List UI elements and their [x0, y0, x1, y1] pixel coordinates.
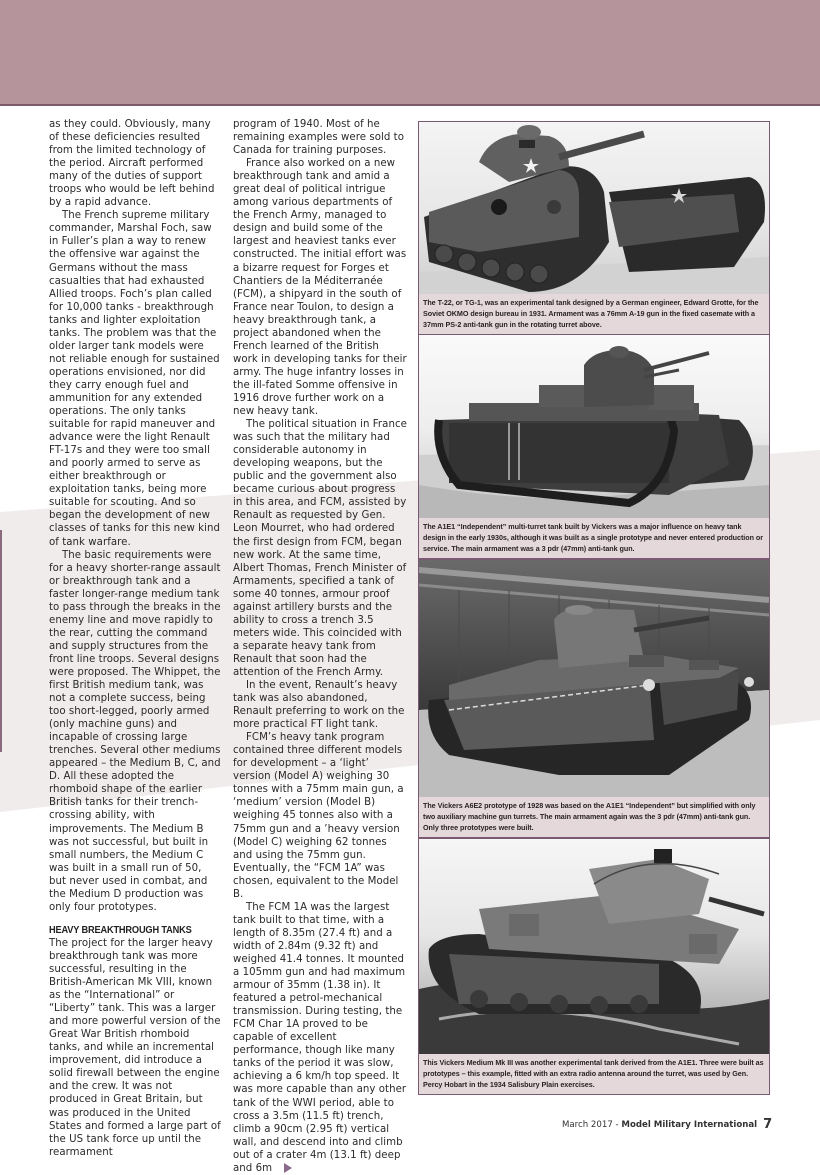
figure-a6e2 [418, 559, 770, 838]
section-heading: HEAVY BREAKTHROUGH TANKS [49, 923, 192, 936]
paragraph: as they could. Obviously, many of these deficiencies resulted from the limited technology of the period. Aircraft performed many of the duties of support troops who would be left behind by a rapid advance. [49, 119, 215, 209]
triangle-right-icon [284, 1163, 292, 1173]
paragraph: The political situation in France was such that the military had considerable autonomy in developing weapons, but the public and the government also became curious about progress in this area, and FCM, assisted by Renault as requested by Gen. Leon Mourret, who had ordered the first design from FCM, began new work. At the same time, Albert Thomas, French Minister of Armaments, specified a tank of some 40 tonnes, armour proof against artillery bursts and the ability to cross a trench 3.5 meters wide. This coincided with a separate heavy tank from Renault that soon had the attention of the French Army. [233, 419, 407, 678]
paragraph: The project for the larger heavy breakthrough tank was more successful, resulting in the British-American Mk VIII, known as the “International” or “Liberty” tank. This was a larger and more powerful version of the Great War British rhomboid tanks, and while an incremental improvement, did introduce a solid firewall between the engine and the crew. It was not produced in Great Britain, but was produced in the United States and formed a large part of the US tank force up until the rearmament [49, 937, 221, 1158]
page-number: 7 [763, 1117, 773, 1132]
figure-caption: This Vickers Medium Mk III was another experimental tank derived from the A1E1. Three were built as prototypes – this example, fitted with an extra radio antenna around the turret, was used by Gen. Percy Hobart in the 1934 Salisbury Plain exercises. [419, 1054, 769, 1094]
paragraph: program of 1940. Most of he remaining examples were sold to Canada for training purposes. [233, 119, 404, 157]
publication-name: Model Military International [621, 1120, 758, 1130]
figure-caption: The A1E1 “Independent” multi-turret tank built by Vickers was a major influence on heavy tank design in the early 1930s, although it was built as a single prototype and never entered production or service. The main armament was a 3 pdr (47mm) anti-tank gun. [419, 518, 769, 558]
paragraph-last [233, 901, 407, 1175]
figure-caption: The T-22, or TG-1, was an experimental tank designed by a German engineer, Edward Grotte, for the Soviet OKMO design bureau in 1931. Armament was a 76mm A-19 gun in the fixed casemate with a 37mm PS-2 anti-tank gun in the rotating turret above. [419, 294, 769, 334]
tank-photo-t22 [419, 122, 769, 294]
left-accent-bar [0, 530, 2, 752]
footer-separator: - [612, 1120, 622, 1130]
paragraph-text: The FCM 1A was the largest tank built to that time, with a length of 8.35m (27.4 ft) and a width of 2.84m (9.32 ft) and weighed 41.4 tonnes. It mounted a 105mm gun and had maximum armour of 35mm (1.38 in). It featured a petrol-mechanical transmission. During testing, the FCM Char 1A proved to be capable of excellent performance, though like many tanks of the period it was slow, achieving a 6 km/h top speed. It was more capable than any other tank of the WWI period, able to cross a 3.5m (11.5 ft) trench, climb a 90cm (2.95 ft) vertical wall, and descend into and climb out of a crater 4m (13.1 ft) deep and 6m [233, 901, 407, 1174]
tank-photo-a6e2 [419, 560, 769, 797]
issue-date: March 2017 [562, 1120, 613, 1130]
figure-a1e1 [418, 334, 770, 559]
figure-t22 [418, 121, 770, 335]
article-column-2 [233, 118, 407, 1175]
article-column-1 [49, 118, 221, 1159]
paragraph: FCM’s heavy tank program contained three different models for development – a ‘light’ version (Model A) weighing 30 tonnes with a 75mm main gun, a ‘medium’ version (Model B) weighing 45 tonnes also with a 75mm gun and a ’heavy version (Model C) weighing 62 tonnes and using the 75mm gun. Eventually, the “FCM 1A” was chosen, equivalent to the Model B. [233, 732, 404, 900]
figure-medium-mk3 [418, 838, 770, 1095]
paragraph: France also worked on a new breakthrough tank and amid a great deal of political intrigue among various departments of the French Army, managed to design and build some of the largest and heaviest tanks ever constructed. The initial effort was a bizarre request for Forges et Chantiers de la Méditerranée (FCM), a shipyard in the south of France near Toulon, to design a heavy breakthrough tank, a project abandoned when the French learned of the British work in developing tanks for their army. The huge infantry losses in the ill-fated Somme offensive in 1916 drove further work on a new heavy tank. [233, 158, 407, 418]
tank-photo-medium-mk3 [419, 839, 769, 1054]
paragraph: The basic requirements were for a heavy shorter-range assault or breakthrough tank and a faster longer-range medium tank to pass through the breaks in the enemy line and move rapidly to the rear, cutting the command and supply structures from the front line troops. Several designs were proposed. The Whippet, the first British medium tank, was not a complete success, being too short-legged, poorly armed (only machine guns) and incapable of crossing large trenches. Several other mediums appeared – the Medium B, C, and D. All these adopted the rhomboid shape of the earlier British tanks for their trench-crossing ability, with improvements. The Medium B was not successful, but built in small numbers, the Medium C was built in a small run of 50, but never used in combat, and the Medium D production was only four prototypes. [49, 549, 221, 913]
tank-photo-a1e1 [419, 335, 769, 518]
page-footer [562, 1117, 772, 1132]
paragraph: The French supreme military commander, Marshal Foch, saw in Fuller’s plan a way to renew the offensive war against the Germans without the mass casualties that had exhausted Allied troops. Foch’s plan called for 10,000 tanks - breakthrough tanks and lighter exploitation tanks. The problem was that the older larger tank models were not reliable enough for sustained operations envisioned, nor did they carry enough fuel and ammunition for any extended operations. The only tanks suitable for rapid maneuver and advance were the light Renault FT-17s and they were too small and poorly armed to serve as either breakthrough or exploitation tanks, being more suitable for scouting. And so began the development of new classes of tanks for this new kind of tank warfare. [49, 210, 221, 548]
figure-caption: The Vickers A6E2 prototype of 1928 was based on the A1E1 “Independent” but simplified with only two auxiliary machine gun turrets. The main armament again was the 3 pdr (47mm) anti-tank gun. Only three prototypes were built. [419, 797, 769, 837]
paragraph: In the event, Renault’s heavy tank was also abandoned, Renault preferring to work on the more practical FT light tank. [233, 680, 405, 731]
